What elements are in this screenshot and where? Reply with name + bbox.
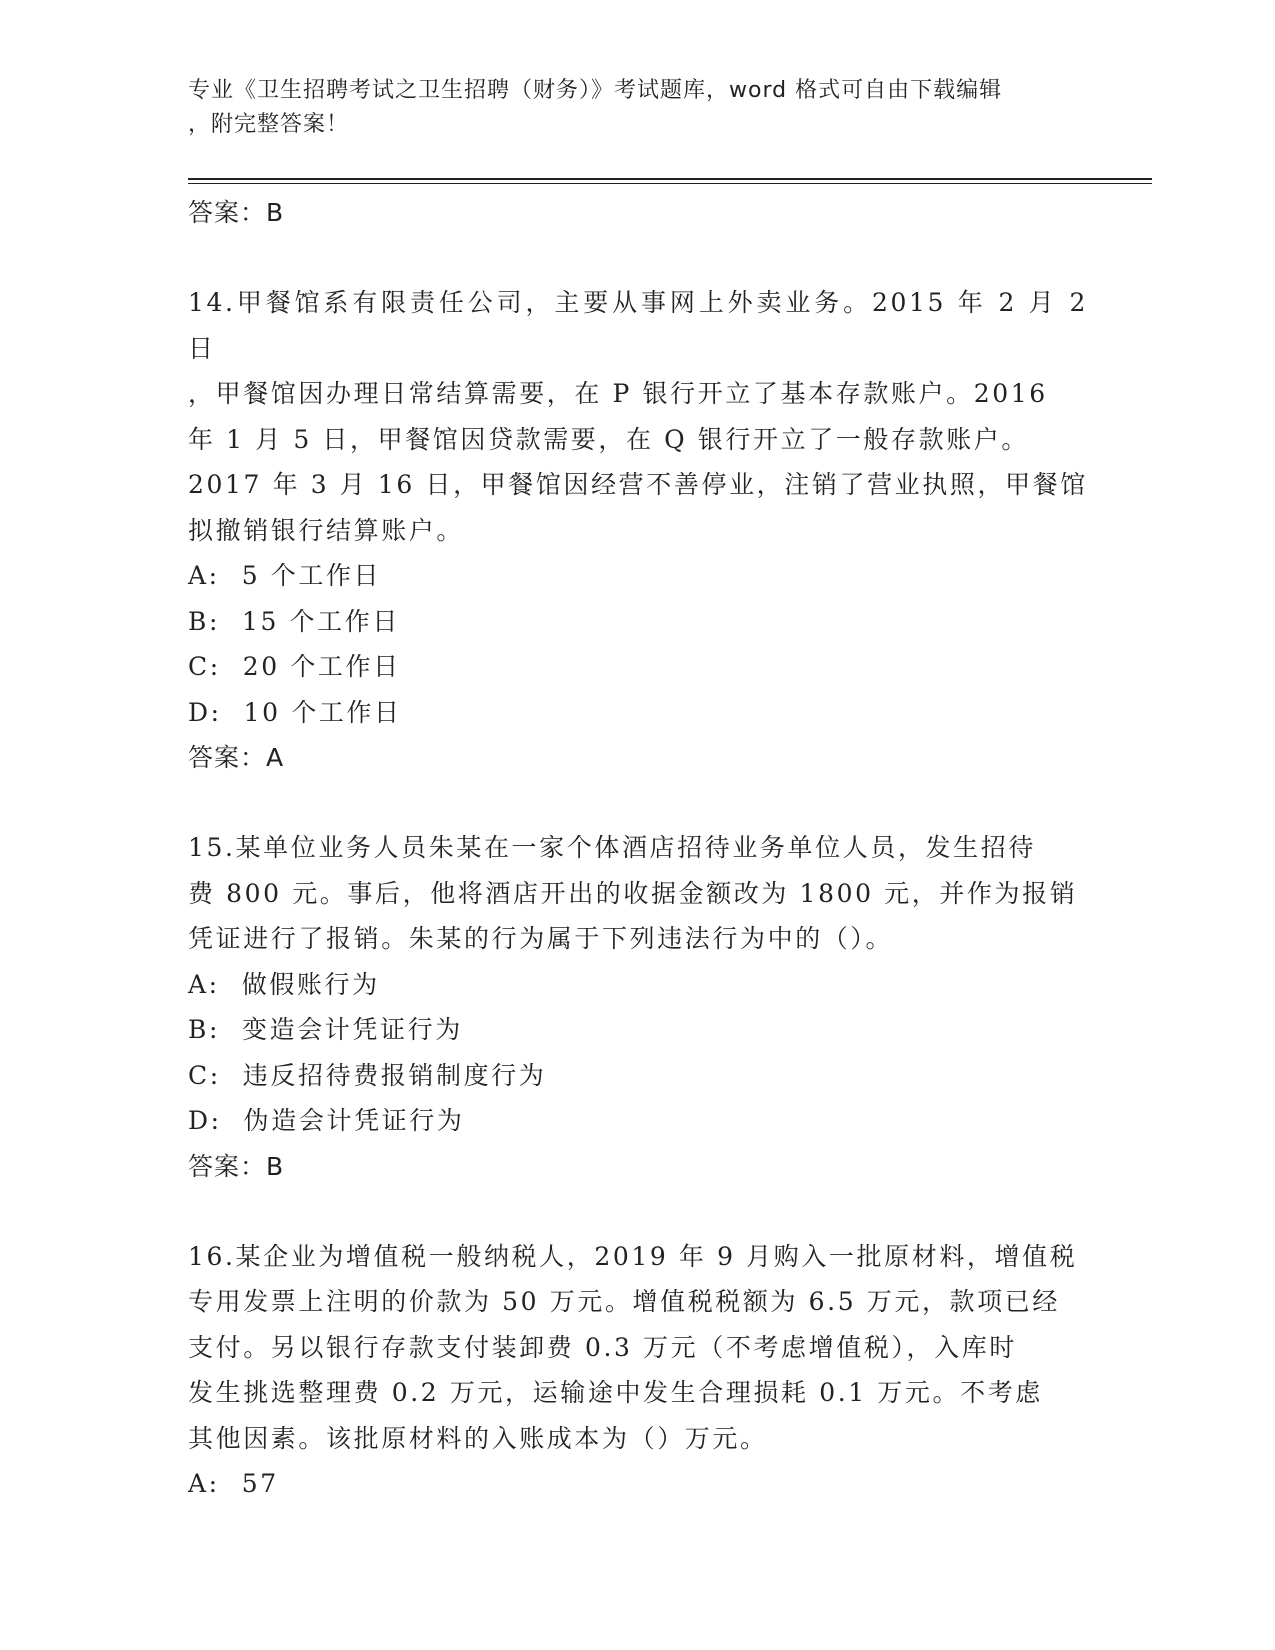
answer-15: 答案：B [188,1151,285,1181]
header-line-1: 专业《卫生招聘考试之卫生招聘（财务）》考试题库，word 格式可自由下载编辑 [188,78,1003,103]
question-16 [188,1234,1088,1507]
option-d [188,1098,1088,1144]
option-c [188,644,1088,690]
question-line: 专用发票上注明的价款为 50 万元。增值税税额为 6.5 万元，款项已经 [188,1287,1060,1316]
option-text: 违反招待费报销制度行为 [242,1060,547,1090]
option-text: 变造会计凭证行为 [242,1015,463,1044]
option-text: 10 个工作日 [243,697,402,727]
question-14-text [188,280,1088,553]
option-d [188,690,1088,736]
question-15-text [188,825,1088,962]
option-letter: A: [188,561,220,590]
answer-previous: 答案：B [188,198,285,227]
document-header [188,74,1068,142]
question-line: 16.某企业为增值税一般纳税人，2019 年 9 月购入一批原材料，增值税 [188,1241,1078,1271]
document-body [188,190,1088,1507]
option-text: 5 个工作日 [241,561,382,590]
option-b [188,599,1088,645]
option-a [188,553,1088,599]
question-line: 费 800 元。事后，他将酒店开出的收据金额改为 1800 元，并作为报销 [188,878,1078,908]
option-text: 做假账行为 [241,969,380,999]
question-line: 凭证进行了报销。朱某的行为属于下列违法行为中的（）。 [188,924,894,953]
question-line: 15.某单位业务人员朱某在一家个体酒店招待业务单位人员，发生招待 [188,833,1036,862]
question-14 [188,280,1088,781]
header-line-2: ，附完整答案！ [188,112,350,137]
option-letter: A: [188,1469,220,1498]
question-15 [188,825,1088,1190]
option-letter: D: [188,697,222,727]
spacer [188,1190,1088,1234]
option-b [188,1007,1088,1053]
option-letter: A: [188,969,220,999]
option-letter: C: [188,652,221,681]
option-letter: B: [188,1015,220,1044]
option-a [188,1461,1088,1507]
option-letter: D: [188,1106,222,1135]
option-letter: C: [188,1060,221,1090]
question-line: 2017 年 3 月 16 日，甲餐馆因经营不善停业，注销了营业执照，甲餐馆 [188,470,1088,499]
spacer [188,236,1088,280]
question-line: 年 1 月 5 日，甲餐馆因贷款需要，在 Q 银行开立了一般存款账户。 [188,424,1029,454]
answer-14: 答案：A [188,743,285,772]
question-line: 发生挑选整理费 0.2 万元，运输途中发生合理损耗 0.1 万元。不考虑 [188,1378,1043,1407]
option-text: 20 个工作日 [242,652,401,681]
option-text: 15 个工作日 [242,606,400,636]
question-line: 拟撤销银行结算账户。 [188,515,465,545]
option-c [188,1053,1088,1099]
option-a [188,962,1088,1008]
option-text: 伪造会计凭证行为 [243,1106,465,1135]
question-16-text [188,1234,1088,1462]
header-rule-thin [188,183,1152,184]
question-line: ，甲餐馆因办理日常结算需要，在 P 银行开立了基本存款账户。2016 [188,379,1048,408]
header-rule-thick [188,178,1152,180]
spacer [188,781,1088,825]
option-text: 57 [241,1469,279,1498]
question-line: 14.甲餐馆系有限责任公司，主要从事网上外卖业务。2015 年 2 月 2 日 [188,288,1088,363]
question-line: 其他因素。该批原材料的入账成本为（）万元。 [188,1423,768,1453]
question-line: 支付。另以银行存款支付装卸费 0.3 万元（不考虑增值税），入库时 [188,1332,1017,1362]
option-letter: B: [188,606,220,636]
